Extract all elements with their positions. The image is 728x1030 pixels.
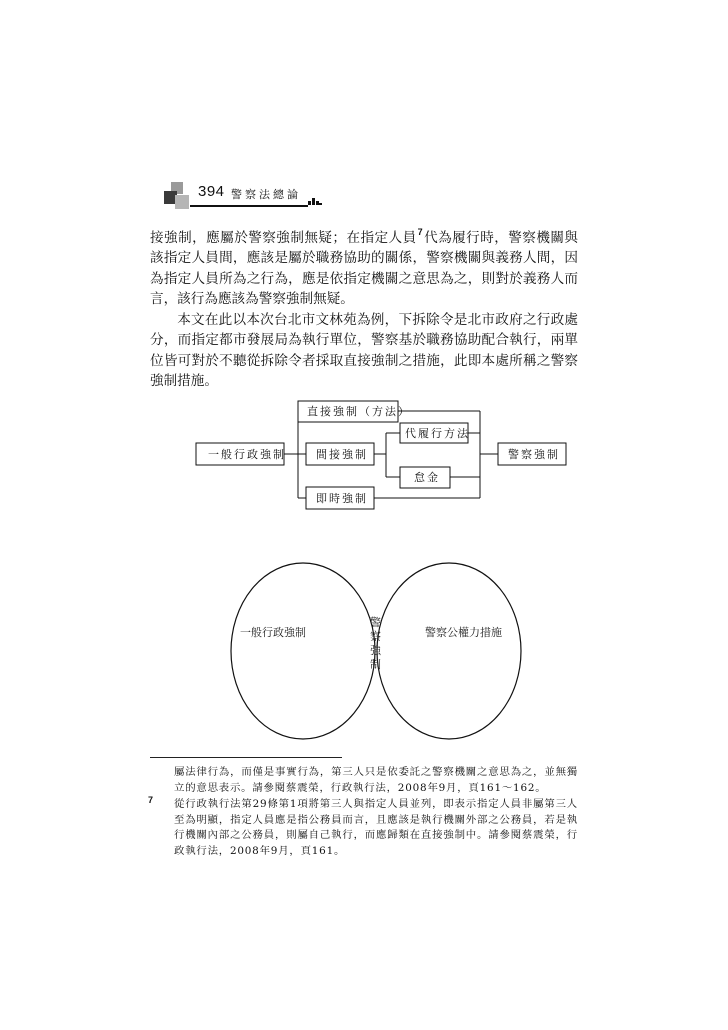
paragraph-1-part-b: 代為履行時，警察機關與該指定人員間，應該是屬於職務協助的關係，警察機關與義務人間，因為指定人員所為之行為，應是依指定機關之意思為之，則對於義務人而言，該行為應該為警察強制無疑。 xyxy=(150,230,579,308)
label-indirect-enforcement: 間接強制 xyxy=(316,448,368,461)
enforcement-box-diagram xyxy=(190,398,590,513)
header-dots-ornament xyxy=(308,196,322,206)
venn-overlap-char-3: 強 xyxy=(370,644,381,657)
venn-circle-right xyxy=(377,563,521,739)
footnote-7-number: 7 xyxy=(148,795,154,805)
label-coercive-fine: 怠金 xyxy=(414,471,440,484)
venn-diagram xyxy=(230,562,522,740)
venn-overlap-char-1: 警 xyxy=(370,616,381,629)
venn-label-left: 一般行政強制 xyxy=(240,626,306,639)
footnote-ref-7[interactable]: 7 xyxy=(417,227,423,237)
footnote-rule xyxy=(150,757,342,758)
label-direct-enforcement: 直接強制（方法） xyxy=(307,405,411,418)
label-immediate-enforcement: 即時強制 xyxy=(316,492,368,505)
label-police-enforcement: 警察強制 xyxy=(508,448,560,461)
label-general-enforcement: 一般行政強制 xyxy=(208,448,286,461)
paragraph-2: 本文在此以本次台北市文林苑為例，下拆除令是北市政府之行政處分，而指定都市發展局為執行單位，警察基於職務協助配合執行，兩單位皆可對於不聽從拆除令者採取直接強制之措施，此即本處所稱之警察強制措施。 xyxy=(150,312,578,390)
paragraph-1 xyxy=(150,228,578,310)
running-title: 警察法總論 xyxy=(231,188,301,201)
footnote-continued: 屬法律行為，而僅是事實行為，第三人只是依委託之警察機關之意思為之，並無獨立的意思表示。請參閱蔡震榮，行政執行法，2008年9月，頁161～162。 xyxy=(174,766,578,794)
header-rule xyxy=(190,205,308,207)
venn-overlap-char-2: 察 xyxy=(370,630,381,643)
page-number: 394 xyxy=(198,183,225,200)
label-substitute-performance: 代履行方法 xyxy=(405,427,470,440)
paragraph-1-part-a: 接強制，應屬於警察強制無疑；在指定人員 xyxy=(150,230,417,246)
footnote-7: 從行政執行法第29條第1項將第三人與指定人員並列，即表示指定人員非屬第三人至為明顯，指定人員應是指公務員而言，且應該是執行機關外部之公務員，若是執行機關內部之公務員，則屬自己執行，而應歸類在直接強制中。請參閱蔡震榮，行政執行法，2008年9月，頁161。 xyxy=(174,798,578,857)
venn-label-right: 警察公權力措施 xyxy=(425,626,502,639)
venn-circle-left xyxy=(231,563,375,739)
venn-overlap-char-4: 制 xyxy=(370,658,381,671)
header-squares-ornament xyxy=(160,182,192,210)
